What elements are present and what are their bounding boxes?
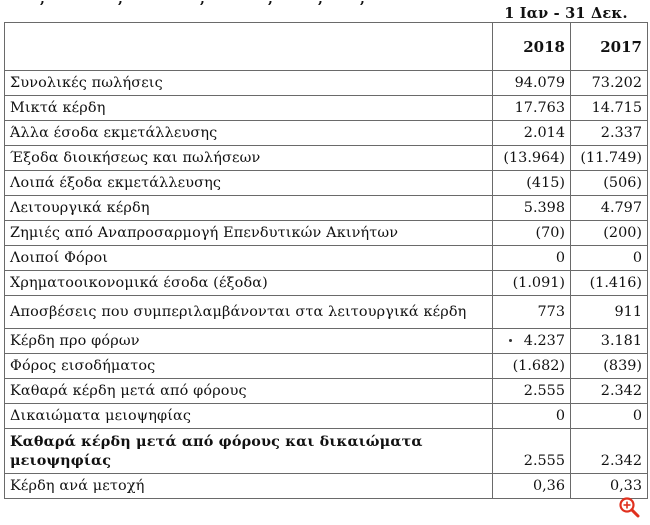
value-2018: 0,36 <box>493 474 571 499</box>
row-label: Αποσβέσεις που συμπεριλαμβάνονται στα λειτουργικά κέρδη <box>5 296 493 329</box>
value-2017: 0 <box>571 404 648 429</box>
value-2018-cell <box>493 329 571 354</box>
value-2017: 2.337 <box>571 121 648 146</box>
row-label: Κέρδη ανά μετοχή <box>5 474 493 499</box>
value-2018: (13.964) <box>493 146 571 171</box>
year-header-2018: 2018 <box>493 23 571 71</box>
magnifier-logo-icon <box>618 496 640 518</box>
table-row <box>5 271 648 296</box>
row-label: Κέρδη προ φόρων <box>5 329 493 354</box>
value-2017: 0 <box>571 246 648 271</box>
value-2017: 911 <box>571 296 648 329</box>
value-2017: (506) <box>571 171 648 196</box>
value-2018: 2.555 <box>493 379 571 404</box>
row-label: Συνολικές πωλήσεις <box>5 71 493 96</box>
row-label: Καθαρά κέρδη μετά από φόρους και δικαιώματα μειοψηφίας <box>5 429 493 474</box>
row-label: Έξοδα διοικήσεως και πωλήσεων <box>5 146 493 171</box>
row-label: Λοιποί Φόροι <box>5 246 493 271</box>
value-2018: 4.237 <box>523 332 565 349</box>
row-label: Μικτά κέρδη <box>5 96 493 121</box>
row-label: Φόρος εισοδήματος <box>5 354 493 379</box>
table-row <box>5 121 648 146</box>
table-row <box>5 379 648 404</box>
value-2018: 773 <box>493 296 571 329</box>
value-2018: (1.091) <box>493 271 571 296</box>
value-2017: 2.342 <box>571 379 648 404</box>
row-label: Λειτουργικά κέρδη <box>5 196 493 221</box>
value-2017: 2.342 <box>571 429 648 474</box>
year-header-2017: 2017 <box>571 23 648 71</box>
stray-dot <box>509 339 512 342</box>
value-2018: 0 <box>493 246 571 271</box>
value-2018: 2.555 <box>493 429 571 474</box>
value-2017: (839) <box>571 354 648 379</box>
value-2017: 4.797 <box>571 196 648 221</box>
table-row <box>5 354 648 379</box>
value-2017: 73.202 <box>571 71 648 96</box>
table-row <box>5 146 648 171</box>
table-row <box>5 196 648 221</box>
value-2018: (1.682) <box>493 354 571 379</box>
value-2017: 3.181 <box>571 329 648 354</box>
table-row <box>5 171 648 196</box>
row-label: Δικαιώματα μειοψηφίας <box>5 404 493 429</box>
row-label: Χρηματοοικονομικά έσοδα (έξοδα) <box>5 271 493 296</box>
value-2017: (200) <box>571 221 648 246</box>
value-2018: 2.014 <box>493 121 571 146</box>
total-row <box>5 429 648 474</box>
row-label: Άλλα έσοδα εκμετάλλευσης <box>5 121 493 146</box>
value-2018: (70) <box>493 221 571 246</box>
table-row <box>5 221 648 246</box>
value-2018: 94.079 <box>493 71 571 96</box>
table-row <box>5 474 648 499</box>
value-2017: (1.416) <box>571 271 648 296</box>
row-label: Καθαρά κέρδη μετά από φόρους <box>5 379 493 404</box>
header-row <box>5 23 648 71</box>
table-row <box>5 246 648 271</box>
value-2017: 14.715 <box>571 96 648 121</box>
value-2018: 0 <box>493 404 571 429</box>
table-row <box>5 329 648 354</box>
value-2018: 17.763 <box>493 96 571 121</box>
value-2017: 0,33 <box>571 474 648 499</box>
income-statement-table <box>4 22 648 499</box>
value-2018: (415) <box>493 171 571 196</box>
table-row <box>5 96 648 121</box>
row-label: Ζημιές από Αναπροσαρμογή Επενδυτικών Ακινήτων <box>5 221 493 246</box>
table-row <box>5 404 648 429</box>
table-row <box>5 71 648 96</box>
table-row <box>5 296 648 329</box>
header-label-cell <box>5 23 493 71</box>
value-2017: (11.749) <box>571 146 648 171</box>
row-label: Λοιπά έξοδα εκμετάλλευσης <box>5 171 493 196</box>
value-2018: 5.398 <box>493 196 571 221</box>
period-label: 1 Ιαν - 31 Δεκ. <box>504 5 628 22</box>
